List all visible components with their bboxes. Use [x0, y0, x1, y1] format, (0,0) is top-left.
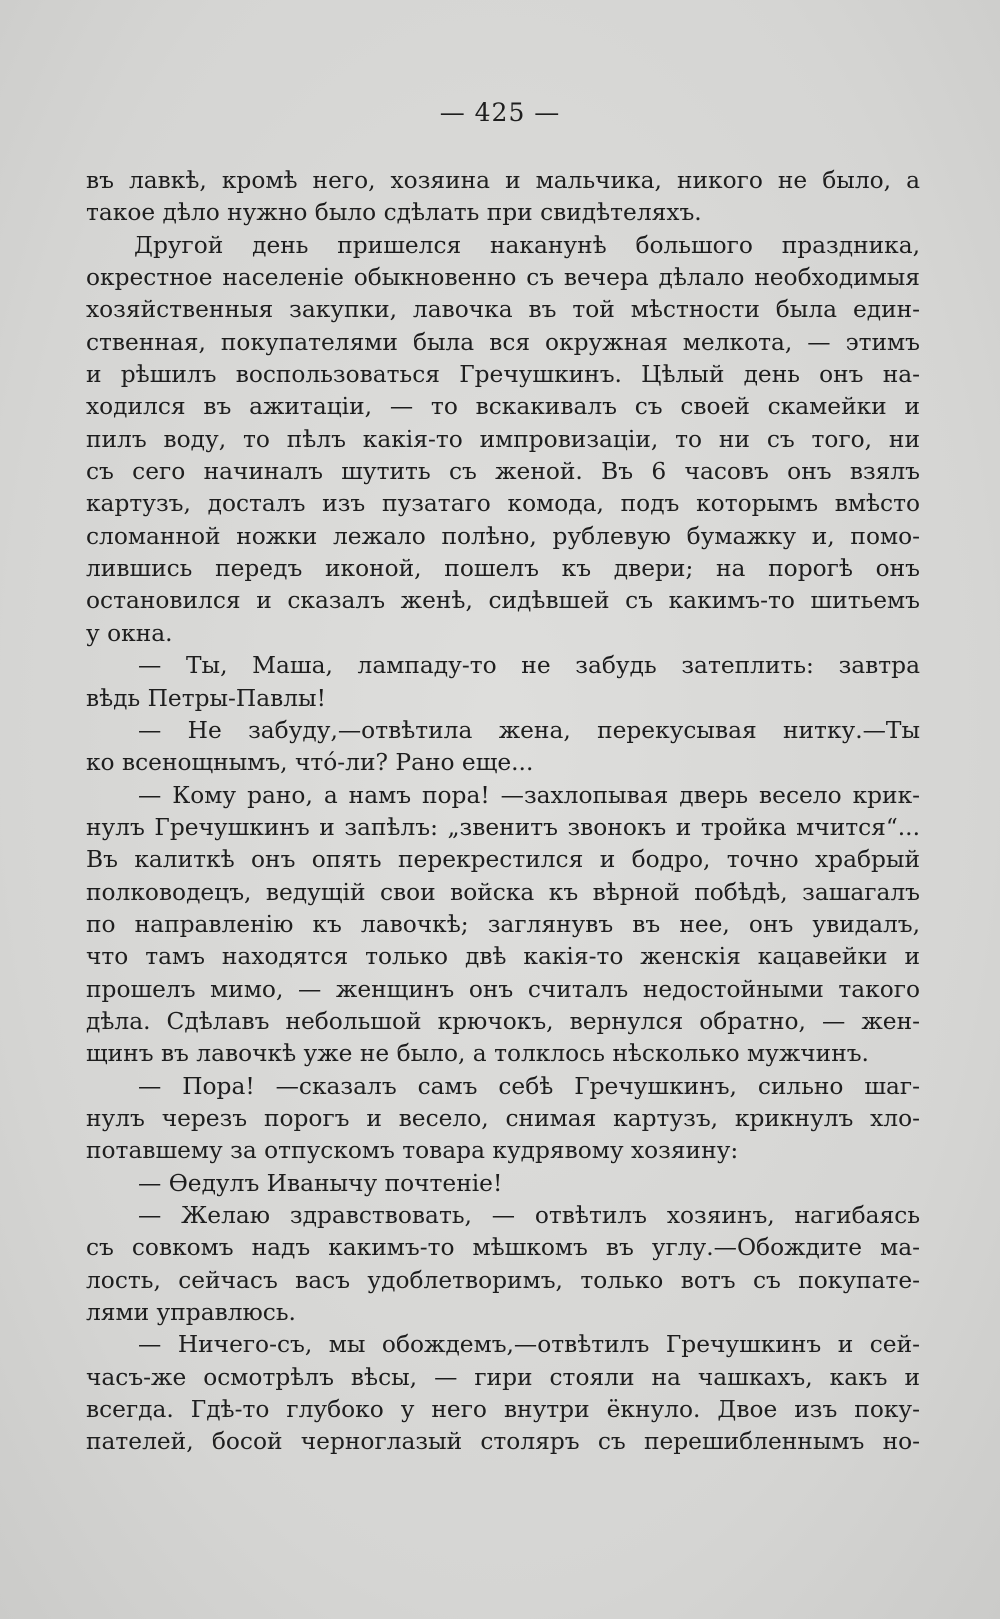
text-line: — Желаю здравствовать, — отвѣтилъ хозяинъ, нагибаясь	[138, 1202, 920, 1229]
text-line: окрестное населеніе обыкновенно съ вечера дѣлало необходимыя	[86, 264, 920, 292]
paragraph-9	[86, 1329, 920, 1458]
text-line: Другой день пришелся наканунѣ большого праздника,	[134, 231, 920, 259]
paragraph-7	[86, 1168, 920, 1200]
text-line: Въ калиткѣ онъ опять перекрестился и бодро, точно храбрый	[86, 846, 920, 874]
text-line: лившись передъ иконой, пошелъ къ двери; на порогѣ онъ	[86, 555, 920, 583]
paragraph-3	[86, 650, 920, 715]
text-line: съ сего начиналъ шутить съ женой. Въ 6 часовъ онъ взялъ	[86, 458, 920, 486]
paragraph-2	[86, 230, 920, 650]
text-line: — Ничего-съ, мы обождемъ,—отвѣтилъ Гречушкинъ и сей-	[138, 1331, 920, 1359]
text-line: въ лавкѣ, кромѣ него, хозяина и мальчика, никого не было, а	[86, 167, 920, 194]
paragraph-6	[86, 1071, 920, 1168]
text-line: прошелъ мимо, — женщинъ онъ считалъ недостойными такого	[86, 975, 920, 1003]
text-line: дѣла. Сдѣлавъ небольшой крючокъ, вернулся обратно, — жен-	[86, 1007, 920, 1035]
text-line: — Кому рано, а намъ пора! —захлопывая дверь весело крик-	[138, 781, 920, 809]
text-line: нулъ черезъ порогъ и весело, снимая картузъ, крикнулъ хло-	[86, 1104, 920, 1132]
text-line: картузъ, досталъ изъ пузатаго комода, подъ которымъ вмѣсто	[86, 490, 920, 518]
text-line: у окна.	[86, 619, 173, 647]
text-line: — Ты, Маша, лампаду-то не забудь затеплить: завтра	[138, 652, 920, 680]
paragraph-5	[86, 780, 920, 1071]
text-line: нулъ Гречушкинъ и запѣлъ: „звенитъ звонокъ и тройка мчится“...	[86, 813, 920, 841]
text-line: пателей, босой черноглазый столяръ съ перешибленнымъ но-	[86, 1428, 920, 1456]
text-line: ко всенощнымъ, что́-ли? Рано еще...	[86, 749, 534, 777]
paragraph-8	[86, 1200, 920, 1329]
paragraph-1	[86, 165, 920, 230]
text-line: по направленію къ лавочкѣ; заглянувъ въ нее, онъ увидалъ,	[86, 910, 920, 938]
text-line: вѣдь Петры-Павлы!	[86, 684, 326, 712]
text-line: ственная, покупателями была вся окружная мелкота, — этимъ	[86, 328, 920, 356]
text-line: лость, сейчасъ васъ удоблетворимъ, только вотъ съ покупате-	[86, 1266, 920, 1294]
page-number: — 425 —	[439, 98, 561, 127]
body-text	[86, 165, 920, 1459]
text-line: щинъ въ лавочкѣ уже не было, а толклось нѣсколько мужчинъ.	[86, 1040, 869, 1068]
text-line: ходился въ ажитаціи, — то вскакивалъ съ своей скамейки и	[86, 393, 920, 421]
paragraph-4	[86, 715, 920, 780]
text-line: съ совкомъ надъ какимъ-то мѣшкомъ въ углу.—Обождите ма-	[86, 1234, 920, 1262]
text-line: и рѣшилъ воспользоваться Гречушкинъ. Цѣлый день онъ на-	[86, 361, 920, 389]
text-line: полководецъ, ведущій свои войска къ вѣрной побѣдѣ, зашагалъ	[86, 878, 920, 906]
text-line: всегда. Гдѣ-то глубоко у него внутри ёкнуло. Двое изъ поку-	[86, 1396, 920, 1424]
text-line: потавшему за отпускомъ товара кудрявому хозяину:	[86, 1137, 739, 1165]
text-line: такое дѣло нужно было сдѣлать при свидѣтеляхъ.	[86, 199, 702, 227]
text-line: хозяйственныя закупки, лавочка въ той мѣстности была един-	[86, 296, 920, 324]
text-line: лями управлюсь.	[86, 1299, 296, 1327]
text-line: — Ѳедулъ Иванычу почтеніе!	[138, 1169, 503, 1197]
text-line: — Пора! —сказалъ самъ себѣ Гречушкинъ, сильно шаг-	[138, 1072, 920, 1100]
text-line: часъ-же осмотрѣлъ вѣсы, — гири стояли на чашкахъ, какъ и	[86, 1363, 920, 1391]
text-line: что тамъ находятся только двѣ какія-то женскія кацавейки и	[86, 943, 920, 971]
text-line: — Не забуду,—отвѣтила жена, перекусывая нитку.—Ты	[138, 716, 920, 744]
text-line: пилъ воду, то пѣлъ какія-то импровизаціи, то ни съ того, ни	[86, 425, 920, 453]
text-line: сломанной ножки лежало полѣно, рублевую бумажку и, помо-	[86, 522, 920, 550]
text-line: остановился и сказалъ женѣ, сидѣвшей съ какимъ-то шитьемъ	[86, 587, 920, 615]
